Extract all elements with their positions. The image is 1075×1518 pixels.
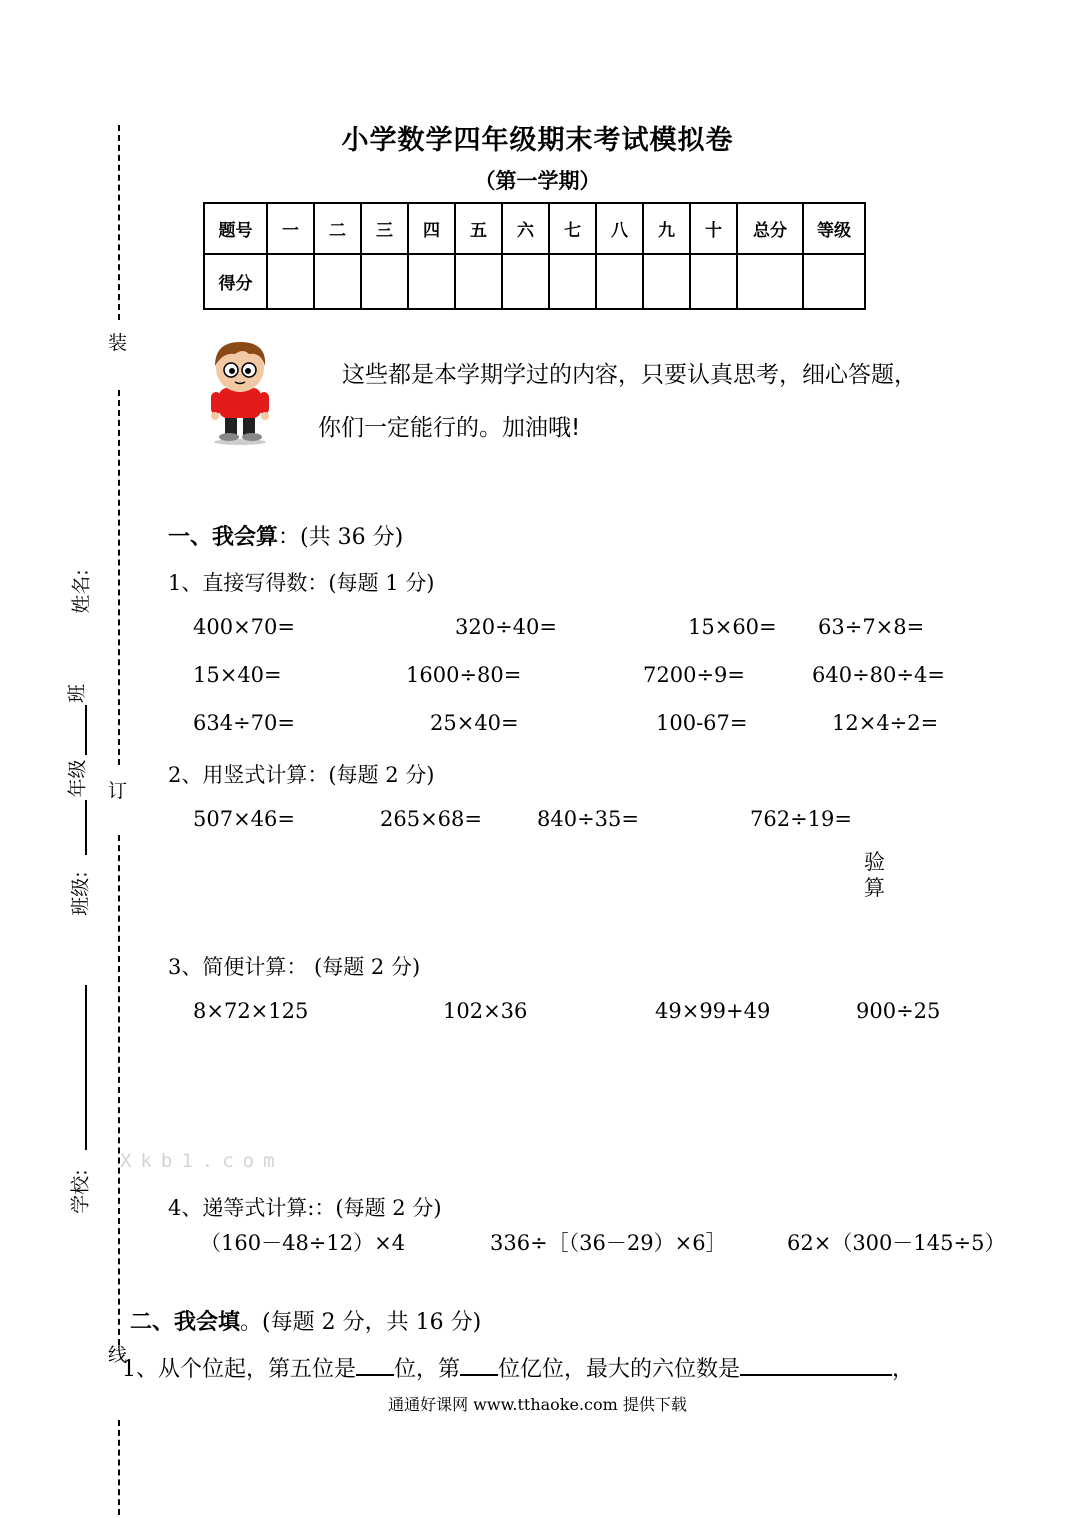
score-header-cell: 六 xyxy=(502,203,549,254)
section-2-title: 二、我会填 xyxy=(130,1310,241,1335)
binding-zhuang: 装 xyxy=(108,332,128,354)
oral-calc-item: 7200÷9= xyxy=(643,663,745,687)
class-label: 班级: xyxy=(69,871,92,916)
score-input-cell[interactable] xyxy=(314,254,361,309)
binding-line-segment xyxy=(118,1420,120,1515)
step-calc-item: 336÷［（36－29）×6］ xyxy=(490,1231,727,1255)
oral-calc-item: 63÷7×8= xyxy=(818,615,925,639)
score-header-cell: 九 xyxy=(643,203,690,254)
score-input-cell[interactable] xyxy=(267,254,314,309)
binding-xian: 线 xyxy=(108,1344,128,1366)
oral-calc-item: 12×4÷2= xyxy=(832,711,939,735)
footer-credit: 通通好课网 www.tthaoke.com 提供下载 xyxy=(388,1395,687,1414)
fill-blank[interactable] xyxy=(460,1374,498,1376)
q3-label: 3、简便计算： (每题 2 分) xyxy=(168,955,421,979)
intro-line-1: 这些都是本学期学过的内容，只要认真思考，细心答题， xyxy=(342,362,917,388)
score-input-cell[interactable] xyxy=(549,254,596,309)
oral-calc-item: 100-67= xyxy=(656,711,748,735)
oral-calc-item: 25×40= xyxy=(430,711,519,735)
fill-blank[interactable] xyxy=(740,1374,892,1376)
class-ban-field[interactable] xyxy=(85,705,87,755)
score-input-cell[interactable] xyxy=(643,254,690,309)
score-input-cell[interactable] xyxy=(502,254,549,309)
name-label: 姓名: xyxy=(70,569,93,614)
score-input-cell[interactable] xyxy=(361,254,408,309)
simple-calc-item: 49×99+49 xyxy=(655,999,771,1023)
section-1-title: 一、我会算 xyxy=(168,525,279,550)
section-2-heading xyxy=(130,1305,481,1336)
oral-calc-item: 15×40= xyxy=(193,663,282,687)
score-header-cell: 等级 xyxy=(803,203,865,254)
score-input-cell[interactable] xyxy=(803,254,865,309)
score-row-label: 得分 xyxy=(204,254,267,309)
fill-blank[interactable] xyxy=(356,1374,394,1376)
vertical-calc-item: 265×68= xyxy=(380,807,482,831)
score-header-cell: 三 xyxy=(361,203,408,254)
vertical-calc-item: 840÷35= xyxy=(537,807,639,831)
fill-q1-part-d: ， xyxy=(892,1357,915,1382)
exam-title: 小学数学四年级期末考试模拟卷 xyxy=(341,125,734,156)
section-1-note: ：(共 36 分) xyxy=(278,525,404,550)
binding-ding: 订 xyxy=(108,780,128,802)
intro-line-2: 你们一定能行的。加油哦! xyxy=(318,415,581,441)
score-header-cell: 一 xyxy=(267,203,314,254)
binding-line-segment xyxy=(118,835,120,1345)
school-field[interactable] xyxy=(85,985,87,1150)
oral-calc-item: 15×60= xyxy=(688,615,777,639)
score-header-cell: 五 xyxy=(455,203,502,254)
grade-label: 年级 xyxy=(66,759,89,798)
check-label-2: 算 xyxy=(864,876,885,900)
score-header-cell: 题号 xyxy=(204,203,267,254)
score-header-cell: 总分 xyxy=(737,203,803,254)
simple-calc-item: 900÷25 xyxy=(856,999,941,1023)
simple-calc-item: 8×72×125 xyxy=(193,999,309,1023)
school-label: 学校: xyxy=(69,1169,92,1214)
score-input-cell[interactable] xyxy=(737,254,803,309)
grade-field[interactable] xyxy=(85,800,87,855)
q1-label: 1、直接写得数：(每题 1 分) xyxy=(168,571,435,595)
class-ban-label: 班 xyxy=(66,683,89,704)
oral-calc-item: 320÷40= xyxy=(455,615,557,639)
score-header-cell: 二 xyxy=(314,203,361,254)
vertical-calc-item: 507×46= xyxy=(193,807,295,831)
fill-question-1 xyxy=(122,1352,914,1383)
section-1-heading xyxy=(168,520,403,551)
cartoon-boy-image xyxy=(205,338,275,446)
vertical-calc-item: 762÷19= xyxy=(750,807,852,831)
check-label-1: 验 xyxy=(864,850,885,874)
score-header-cell: 七 xyxy=(549,203,596,254)
score-input-cell[interactable] xyxy=(408,254,455,309)
score-input-cell[interactable] xyxy=(596,254,643,309)
oral-calc-item: 1600÷80= xyxy=(406,663,522,687)
score-header-cell: 十 xyxy=(690,203,737,254)
fill-q1-part-b: 位，第 xyxy=(394,1357,461,1382)
oral-calc-item: 634÷70= xyxy=(193,711,295,735)
oral-calc-item: 640÷80÷4= xyxy=(812,663,945,687)
step-calc-item: （160－48÷12）×4 xyxy=(200,1231,406,1255)
score-input-cell[interactable] xyxy=(690,254,737,309)
score-header-cell: 八 xyxy=(596,203,643,254)
oral-calc-item: 400×70= xyxy=(193,615,295,639)
score-table xyxy=(203,202,866,310)
simple-calc-item: 102×36 xyxy=(443,999,528,1023)
binding-line-segment xyxy=(118,390,120,765)
exam-subtitle: （第一学期） xyxy=(474,169,601,193)
watermark: Xkb1.com xyxy=(120,1150,284,1172)
q2-label: 2、用竖式计算：(每题 2 分) xyxy=(168,763,435,787)
step-calc-item: 62×（300－145÷5） xyxy=(787,1231,1006,1255)
section-2-note: 。(每题 2 分，共 16 分) xyxy=(240,1310,482,1335)
score-input-cell[interactable] xyxy=(455,254,502,309)
fill-q1-part-a: 1、从个位起，第五位是 xyxy=(122,1357,356,1382)
q4-label: 4、递等式计算:：(每题 2 分) xyxy=(168,1196,442,1220)
score-header-cell: 四 xyxy=(408,203,455,254)
fill-q1-part-c: 位亿位，最大的六位数是 xyxy=(498,1357,741,1382)
